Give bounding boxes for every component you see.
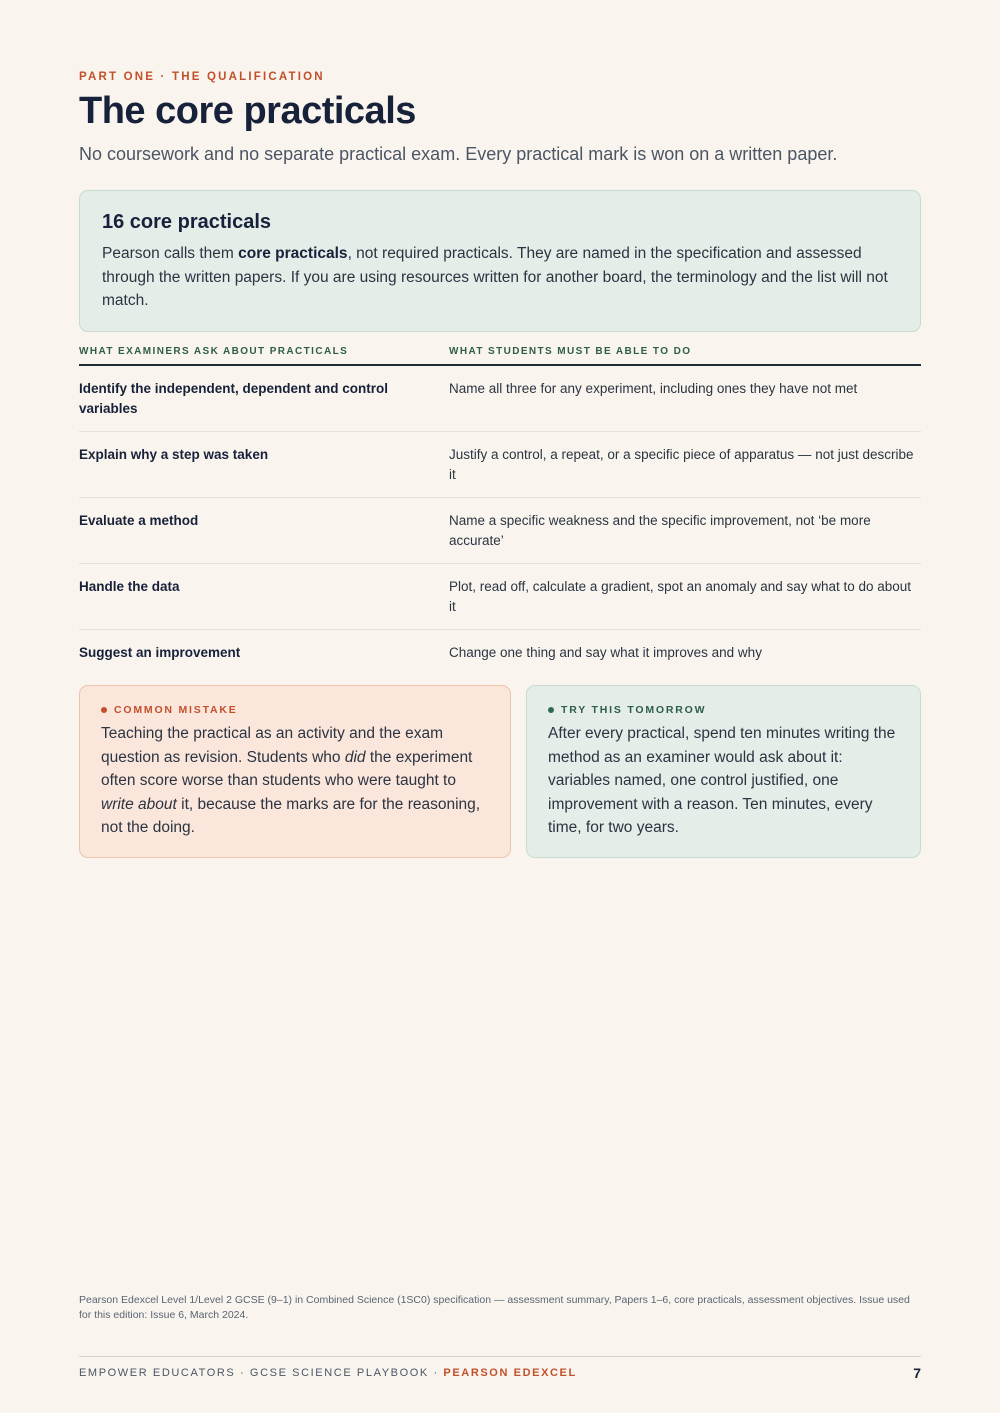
table-header [79, 346, 921, 366]
table-cell-do: Name all three for any experiment, including ones they have not met [449, 381, 858, 396]
footer-running-title: EMPOWER EDUCATORS · GCSE SCIENCE PLAYBOOK · PEARSON EDEXCEL [79, 1367, 577, 1379]
callout-body: After every practical, spend ten minutes writing the method as an examiner would ask about it: variables named, one control justified, one improvement with a reason. Ten minutes, every time, for two years. [548, 725, 896, 836]
column-header-do: WHAT STUDENTS MUST BE ABLE TO DO [449, 346, 692, 357]
table-cell-ask: Identify the independent, dependent and control variables [79, 381, 389, 416]
practicals-table [79, 346, 921, 694]
table-row [79, 498, 921, 564]
bullet-dot-icon [101, 707, 107, 713]
page-subtitle: No coursework and no separate practical exam. Every practical mark is won on a written paper. [79, 144, 838, 164]
common-mistake-callout [79, 685, 511, 858]
table-cell-do: Name a specific weakness and the specific improvement, not ‘be more accurate’ [449, 513, 871, 548]
column-header-ask: WHAT EXAMINERS ASK ABOUT PRACTICALS [79, 346, 349, 357]
table-cell-do: Justify a control, a repeat, or a specific piece of apparatus — not just describe it [449, 447, 914, 482]
table-cell-ask: Evaluate a method [79, 513, 199, 528]
table-cell-ask: Handle the data [79, 579, 180, 594]
page-number: 7 [913, 1365, 921, 1381]
table-row [79, 432, 921, 498]
page [79, 0, 921, 1413]
table-row [79, 366, 921, 432]
table-cell-do: Change one thing and say what it improves and why [449, 645, 762, 660]
source-note: Pearson Edexcel Level 1/Level 2 GCSE (9–1) in Combined Science (1SC0) specification — assessment summary, Papers 1–6, core practicals, assessment objectives. Issue used for this edition: Issue 6, March 2024. [79, 1294, 910, 1321]
table-row [79, 564, 921, 630]
callout-label: TRY THIS TOMORROW [548, 704, 899, 716]
info-box-title: 16 core practicals [102, 211, 271, 233]
bullet-dot-icon [548, 707, 554, 713]
footer-brand: PEARSON EDEXCEL [443, 1367, 577, 1379]
core-practicals-info-box [79, 190, 921, 332]
try-this-tomorrow-callout [526, 685, 921, 858]
info-box-body: Pearson calls them core practicals, not required practicals. They are named in the specification and assessed through the written papers. If you are using resources written for another board, the terminology and the list will not match. [102, 245, 888, 309]
table-cell-ask: Explain why a step was taken [79, 447, 269, 462]
page-title: The core practicals [79, 90, 416, 132]
info-box-emphasis: core practicals [238, 245, 348, 262]
callout-label: COMMON MISTAKE [101, 704, 489, 716]
table-cell-ask: Suggest an improvement [79, 645, 241, 660]
callout-body: Teaching the practical as an activity and the exam question as revision. Students who did the experiment often score worse than students who were taught to write about it, because the marks are for the reasoning, not the doing. [101, 725, 481, 836]
table-cell-do: Plot, read off, calculate a gradient, spot an anomaly and say what to do about it [449, 579, 912, 614]
footer-divider [79, 1356, 921, 1357]
section-eyebrow: PART ONE · THE QUALIFICATION [79, 71, 325, 83]
